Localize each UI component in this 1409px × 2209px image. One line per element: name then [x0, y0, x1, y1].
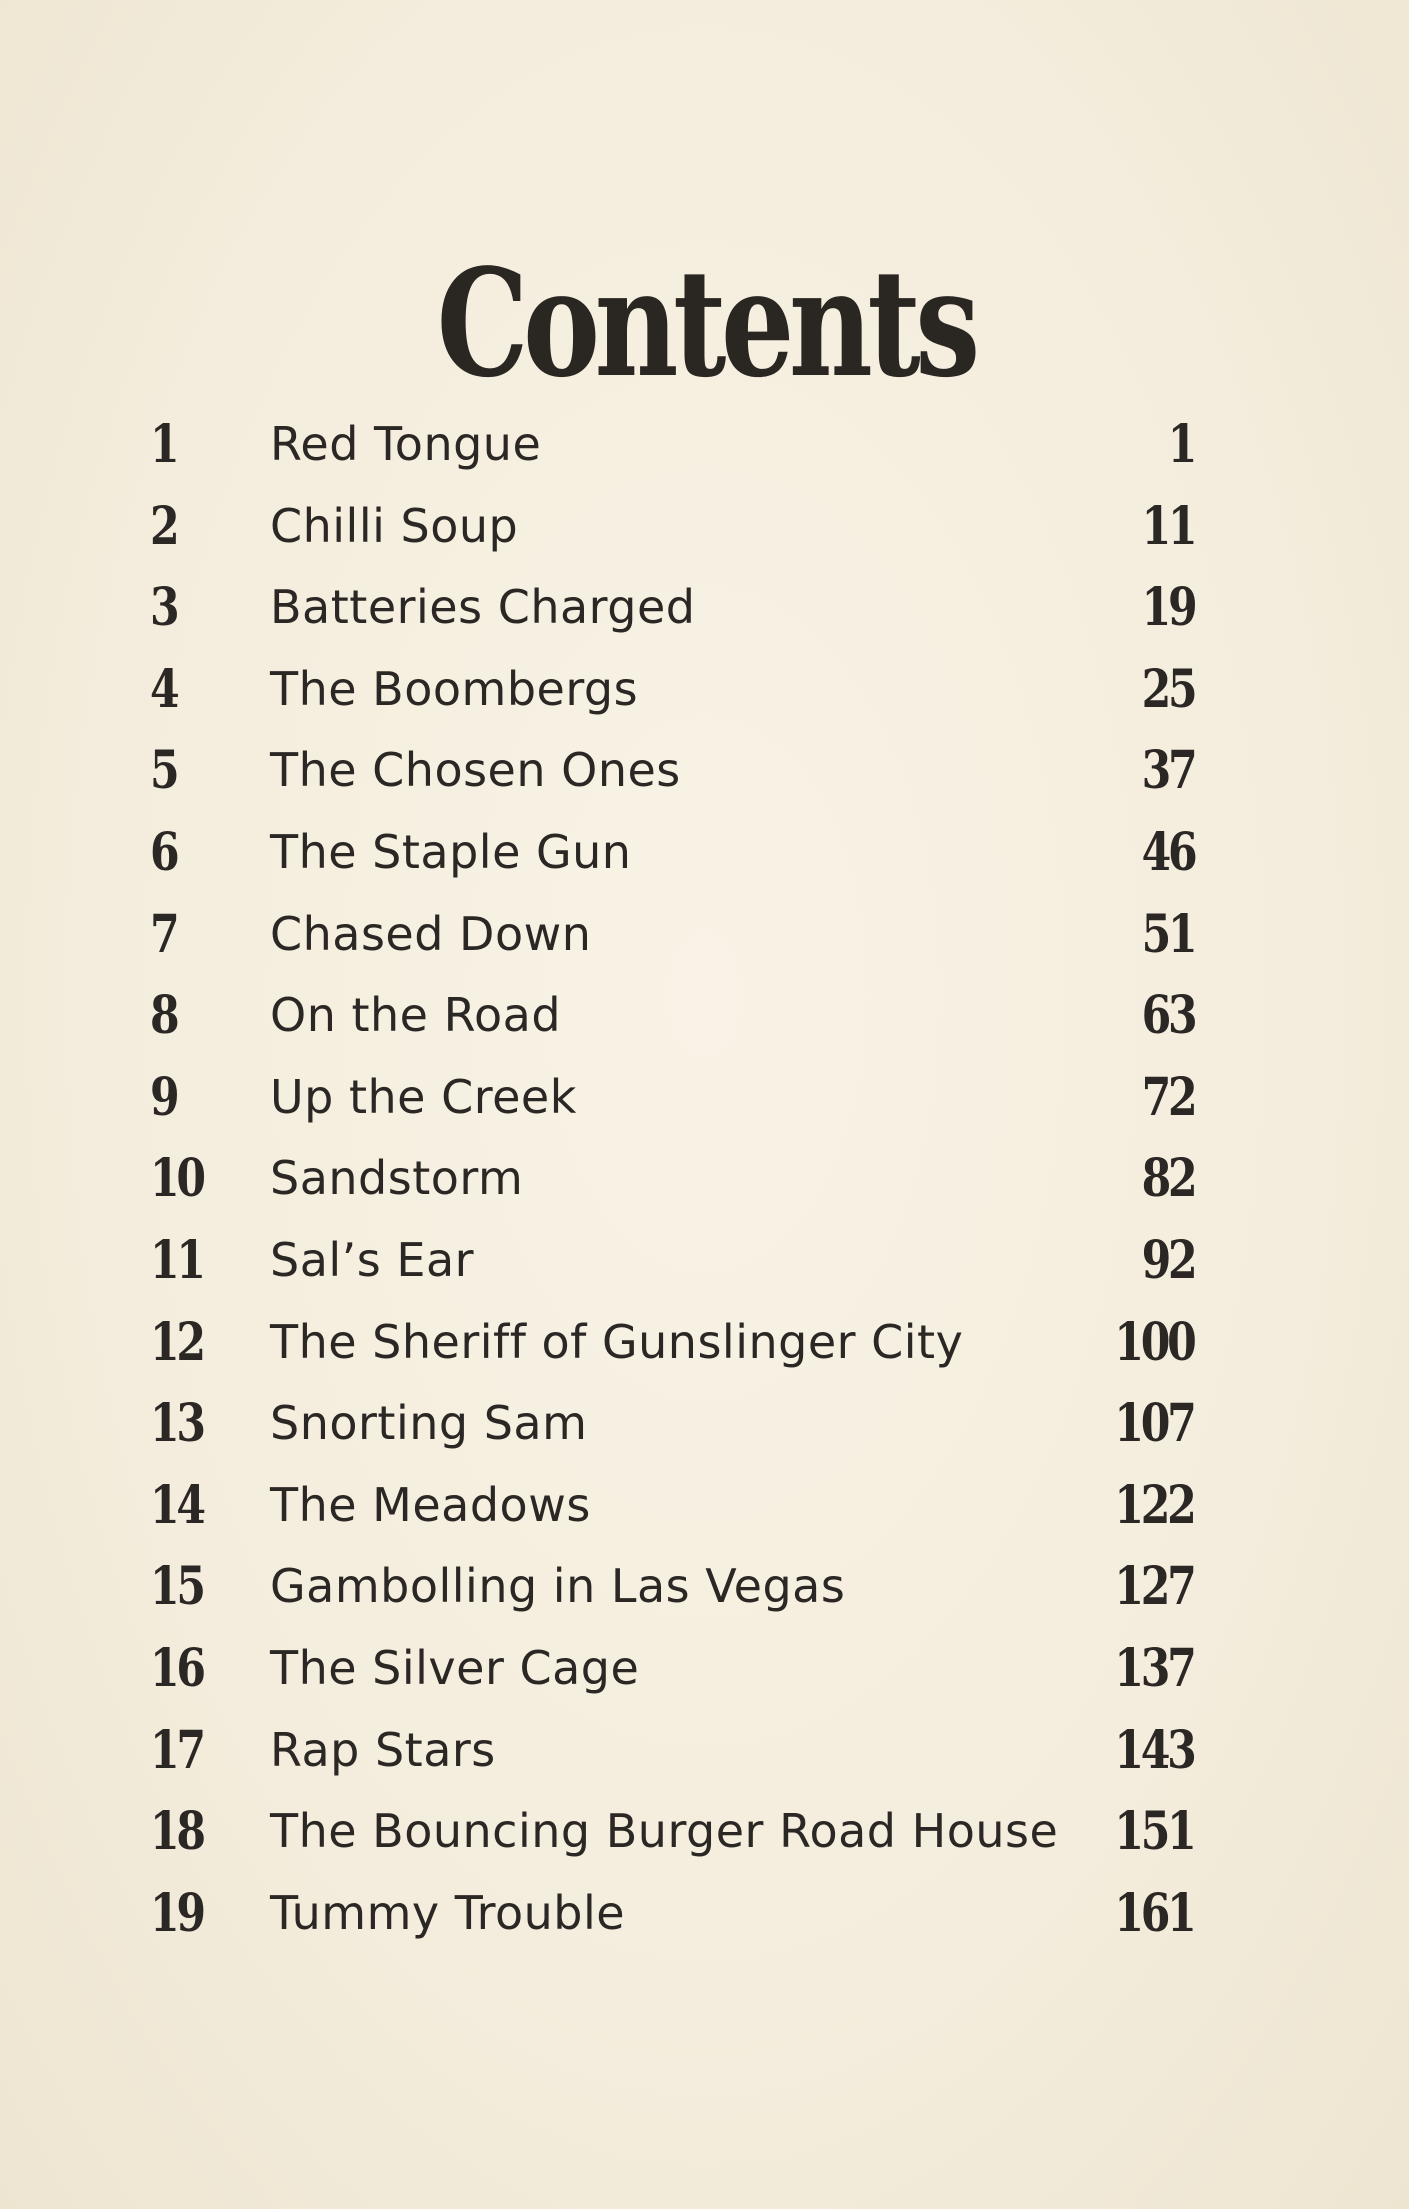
page-number: 151 — [1114, 1801, 1194, 1863]
chapter-number: 13 — [150, 1393, 203, 1455]
chapter-title: The Meadows — [270, 1477, 591, 1532]
chapter-number: 8 — [150, 985, 177, 1047]
chapter-title: Snorting Sam — [270, 1396, 588, 1451]
page-number: 1 — [1167, 414, 1194, 475]
page-number: 63 — [1141, 985, 1194, 1047]
chapter-number: 17 — [150, 1719, 203, 1781]
toc-entry — [0, 1791, 1409, 1873]
chapter-title: Up the Creek — [270, 1069, 577, 1124]
toc-entry — [0, 404, 1409, 486]
chapter-title: On the Road — [270, 988, 562, 1043]
toc-entry — [0, 1546, 1409, 1628]
toc-entry — [0, 1383, 1409, 1465]
chapter-number: 10 — [150, 1148, 203, 1210]
chapter-title: Gambolling in Las Vegas — [270, 1559, 846, 1614]
page-number: 82 — [1141, 1148, 1194, 1210]
toc-entry — [0, 567, 1409, 649]
chapter-title: The Bouncing Burger Road House — [270, 1804, 1059, 1859]
chapter-number: 3 — [150, 577, 177, 639]
page-number: 92 — [1141, 1229, 1194, 1291]
page-number: 72 — [1141, 1066, 1194, 1128]
table-of-contents — [0, 404, 1409, 1954]
page-number: 127 — [1114, 1556, 1194, 1618]
chapter-title: The Chosen Ones — [270, 743, 681, 798]
page-number: 161 — [1114, 1882, 1194, 1944]
toc-entry — [0, 1873, 1409, 1955]
chapter-title: Rap Stars — [270, 1722, 496, 1777]
toc-entry — [0, 1710, 1409, 1792]
page-title: Contents — [436, 236, 975, 411]
chapter-number: 9 — [150, 1066, 177, 1128]
toc-entry — [0, 1302, 1409, 1384]
toc-entry — [0, 894, 1409, 976]
chapter-title: Chased Down — [270, 906, 592, 961]
page-number: 122 — [1114, 1474, 1194, 1536]
chapter-number: 4 — [150, 658, 177, 720]
chapter-title: The Staple Gun — [270, 824, 632, 879]
chapter-title: Red Tongue — [270, 417, 542, 471]
page-number: 143 — [1114, 1719, 1194, 1781]
chapter-number: 19 — [150, 1882, 203, 1944]
toc-entry — [0, 1465, 1409, 1547]
page-number: 11 — [1141, 495, 1194, 557]
chapter-title: Chilli Soup — [270, 498, 519, 553]
chapter-number: 11 — [150, 1229, 203, 1291]
toc-entry — [0, 486, 1409, 568]
chapter-title: Sal’s Ear — [270, 1232, 475, 1287]
chapter-title: The Sheriff of Gunslinger City — [270, 1314, 964, 1369]
chapter-title: The Silver Cage — [270, 1640, 640, 1695]
chapter-number: 5 — [150, 740, 177, 802]
toc-entry — [0, 1628, 1409, 1710]
chapter-title: Sandstorm — [270, 1151, 524, 1206]
toc-entry — [0, 975, 1409, 1057]
chapter-number: 15 — [150, 1556, 203, 1618]
toc-entry — [0, 1138, 1409, 1220]
chapter-number: 7 — [150, 903, 177, 965]
chapter-number: 2 — [150, 495, 177, 557]
toc-entry — [0, 649, 1409, 731]
page-number: 46 — [1141, 821, 1194, 883]
toc-entry — [0, 1057, 1409, 1139]
chapter-number: 18 — [150, 1801, 203, 1863]
page-number: 37 — [1141, 740, 1194, 802]
chapter-title: The Boombergs — [270, 661, 639, 716]
toc-entry — [0, 812, 1409, 894]
chapter-number: 6 — [150, 821, 177, 883]
toc-entry — [0, 1220, 1409, 1302]
page-number: 100 — [1114, 1311, 1194, 1373]
chapter-title: Tummy Trouble — [270, 1885, 626, 1940]
page-number: 137 — [1114, 1637, 1194, 1699]
chapter-title: Batteries Charged — [270, 580, 696, 635]
page-number: 51 — [1141, 903, 1194, 965]
chapter-number: 12 — [150, 1311, 203, 1373]
toc-entry — [0, 730, 1409, 812]
page-number: 107 — [1114, 1393, 1194, 1455]
page-number: 19 — [1141, 577, 1194, 639]
chapter-number: 16 — [150, 1637, 203, 1699]
page-number: 25 — [1141, 658, 1194, 720]
chapter-number: 1 — [150, 414, 177, 475]
chapter-number: 14 — [150, 1474, 203, 1536]
